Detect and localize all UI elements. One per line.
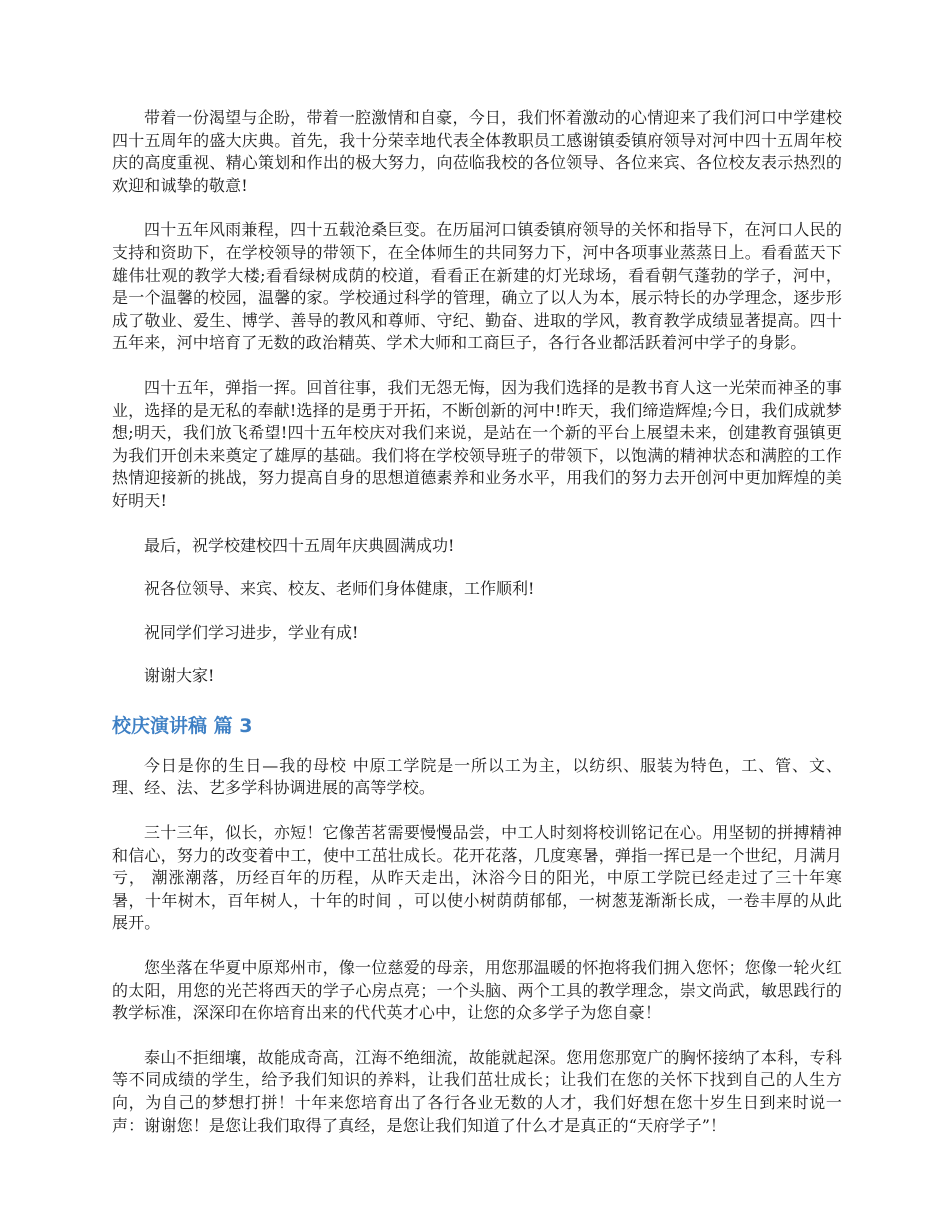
closing-line: 祝各位领导、来宾、校友、老师们身体健康，工作顺利! <box>144 579 535 599</box>
section-heading: 校庆演讲稿 篇 3 <box>112 714 253 737</box>
closing-line: 最后，祝学校建校四十五周年庆典圆满成功! <box>144 535 455 555</box>
document-body <box>112 107 842 1159</box>
paragraph: 三十三年，似长，亦短！它像苦茗需要慢慢品尝，中工人时刻将校训铭记在心。用坚韧的拼搏精神和信心，努力的改变着中工，使中工茁壮成长。花开花落，几度寒暑，弹指一挥已是一个世纪，月满月亏， 潮涨潮落，历经百年的历程，从昨天走出，沐浴今日的阳光，中原工学院已经走过了三十年寒暑，十年树木，百年树人，十年的时间 ，可以使小树荫荫郁郁，一树葱茏渐渐长成，一卷丰厚的从此展开。 <box>112 823 842 933</box>
paragraph: 您坐落在华夏中原郑州市，像一位慈爱的母亲，用您那温暖的怀抱将我们拥入您怀；您像一轮火红的太阳，用您的光芒将西天的学子心房点亮；一个头脑、两个工具的教学理念，崇文尚武，敏思践行的教学标准，深深印在你培育出来的代代英才心中，让您的众多学子为您自豪！ <box>112 958 842 1023</box>
paragraph: 带着一份渴望与企盼，带着一腔激情和自豪，今日，我们怀着激动的心情迎来了我们河口中学建校四十五周年的盛大庆典。首先，我十分荣幸地代表全体教职员工感谢镇委镇府领导对河中四十五周年校庆的高度重视、精心策划和作出的极大努力，向莅临我校的各位领导、各位来宾、各位校友表示热烈的欢迎和诚挚的敬意! <box>112 108 842 195</box>
paragraph: 四十五年风雨兼程，四十五载沧桑巨变。在历届河口镇委镇府领导的关怀和指导下，在河口人民的支持和资助下，在学校领导的带领下，在全体师生的共同努力下，河中各项事业蒸蒸日上。看看蓝天下雄伟壮观的教学大楼;看看绿树成荫的校道，看看正在新建的灯光球场，看看朝气蓬勃的学子，河中，是一个温馨的校园，温馨的家。学校通过科学的管理，确立了以人为本，展示特长的办学理念，逐步形成了敬业、爱生、博学、善导的教风和尊师、守纪、勤奋、进取的学风，教育教学成绩显著提高。四十五年来，河中培育了无数的政治精英、学术大师和工商巨子，各行各业都活跃着河中学子的身影。 <box>112 220 842 353</box>
paragraph: 今日是你的生日—我的母校 中原工学院是一所以工为主，以纺织、服装为特色，工、管、文、理、经、法、艺多学科协调进展的高等学校。 <box>112 755 842 798</box>
paragraph: 泰山不拒细壤，故能成奇高，江海不绝细流，故能就起深。您用您那宽广的胸怀接纳了本科，专科等不同成绩的学生，给予我们知识的养料，让我们茁壮成长；让我们在您的关怀下找到自己的人生方向，为自己的梦想打拼！十年来您培育出了各行各业无数的人才，我们好想在您十岁生日到来时说一声：谢谢您！是您让我们取得了真经，是您让我们知道了什么才是真正的“天府学子”！ <box>112 1047 842 1135</box>
closing-line: 祝同学们学习进步，学业有成! <box>144 622 359 642</box>
closing-line: 谢谢大家! <box>144 666 215 686</box>
paragraph: 四十五年，弹指一挥。回首往事，我们无怨无悔，因为我们选择的是教书育人这一光荣而神圣的事业，选择的是无私的奉献!选择的是勇于开拓，不断创新的河中!昨天，我们缔造辉煌;今日，我们成就梦想;明天，我们放飞希望!四十五年校庆对我们来说，是站在一个新的平台上展望未来，创建教育强镇更为我们开创未来奠定了雄厚的基础。我们将在学校领导班子的带领下，以饱满的精神状态和满腔的工作热情迎接新的挑战，努力提高自身的思想道德素养和业务水平，用我们的努力去开创河中更加辉煌的美好明天! <box>112 377 842 510</box>
